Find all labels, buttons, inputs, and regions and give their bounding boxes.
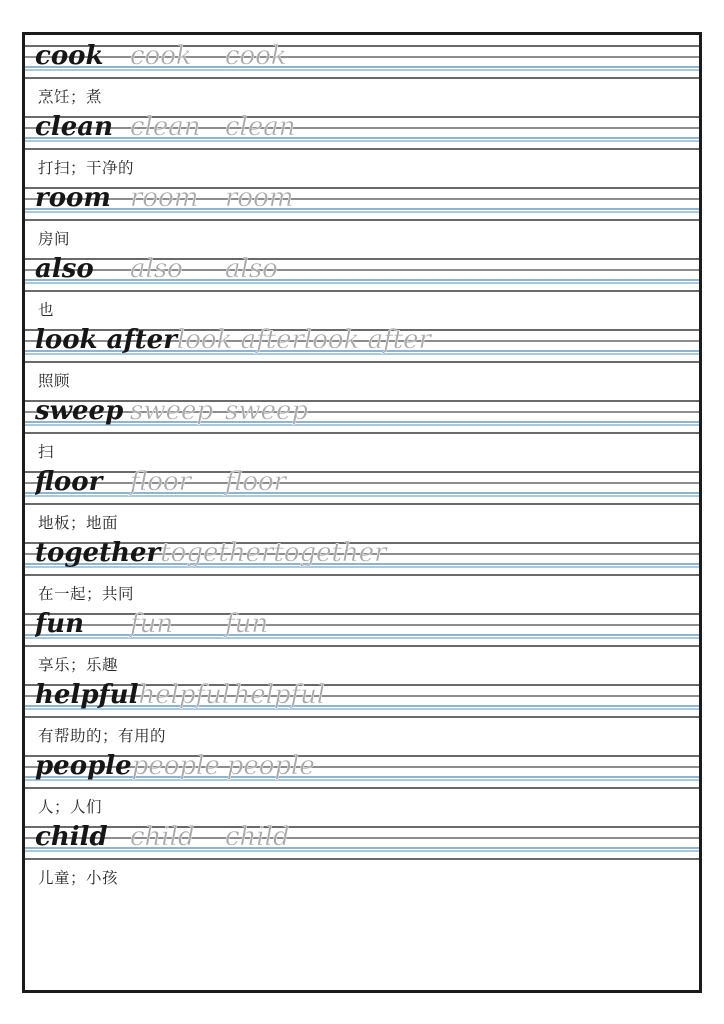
handwriting-guides: [25, 822, 699, 860]
word-trace-2: clean: [225, 112, 296, 142]
word-trace-2: people: [226, 751, 315, 781]
word-trace-1: cook: [130, 41, 192, 71]
word-trace-1: floor: [130, 467, 192, 497]
vocab-row-floor: [25, 467, 699, 542]
word-line: [35, 41, 693, 71]
word-trace-1: also: [130, 254, 183, 284]
guide-line-bottom: [25, 645, 699, 647]
word-meaning: 烹饪；煮: [38, 88, 103, 106]
word-meaning: 房间: [38, 230, 71, 248]
word-main: people: [35, 751, 132, 781]
word-main: look after: [35, 325, 177, 355]
vocab-row-sweep: [25, 396, 699, 471]
word-main: clean: [35, 112, 113, 142]
word-line: [35, 538, 693, 568]
word-trace-1: fun: [130, 609, 174, 639]
word-line: [35, 822, 693, 852]
word-trace-1: look after: [176, 325, 304, 355]
word-line: [35, 112, 693, 142]
vocab-row-helpful: [25, 680, 699, 755]
word-line: [35, 396, 693, 426]
word-meaning: 人；人们: [38, 798, 103, 816]
handwriting-guides: [25, 751, 699, 789]
word-main: floor: [35, 467, 103, 497]
handwriting-guides: [25, 325, 699, 363]
word-trace-2: fun: [225, 609, 269, 639]
handwriting-guides: [25, 41, 699, 79]
word-meaning: 打扫；干净的: [38, 159, 135, 177]
word-meaning: 照顾: [38, 372, 71, 390]
handwriting-guides: [25, 680, 699, 718]
word-meaning: 地板；地面: [38, 514, 119, 532]
word-trace-1: helpful: [138, 680, 231, 710]
handwriting-guides: [25, 254, 699, 292]
guide-line-bottom: [25, 858, 699, 860]
handwriting-guides: [25, 112, 699, 150]
word-trace-1: people: [131, 751, 220, 781]
word-line: [35, 467, 693, 497]
handwriting-guides: [25, 467, 699, 505]
word-main: helpful: [35, 680, 139, 710]
word-trace-2: cook: [225, 41, 287, 71]
word-meaning: 享乐；乐趣: [38, 656, 119, 674]
word-trace-2: also: [225, 254, 278, 284]
word-meaning: 扫: [38, 443, 55, 461]
word-meaning: 儿童；小孩: [38, 869, 119, 887]
guide-line-bottom: [25, 219, 699, 221]
word-meaning: 有帮助的；有用的: [38, 727, 167, 745]
word-trace-2: sweep: [225, 396, 309, 426]
handwriting-guides: [25, 183, 699, 221]
word-trace-2: room: [225, 183, 294, 213]
word-main: child: [35, 822, 108, 852]
word-trace-2: helpful: [233, 680, 326, 710]
word-main: room: [35, 183, 111, 213]
word-meaning: 在一起；共同: [38, 585, 135, 603]
word-trace-2: child: [225, 822, 290, 852]
word-main: cook: [35, 41, 104, 71]
vocab-row-together: [25, 538, 699, 613]
handwriting-guides: [25, 396, 699, 434]
word-line: [35, 609, 693, 639]
vocab-row-child: [25, 822, 699, 990]
word-trace-1: sweep: [130, 396, 214, 426]
word-trace-1: room: [130, 183, 199, 213]
word-line: [35, 680, 693, 710]
vocab-row-look-after: [25, 325, 699, 400]
guide-line-bottom: [25, 787, 699, 789]
guide-line-bottom: [25, 716, 699, 718]
word-line: [35, 751, 693, 781]
guide-line-bottom: [25, 77, 699, 79]
word-trace-2: floor: [225, 467, 287, 497]
word-trace-1: child: [130, 822, 195, 852]
guide-line-bottom: [25, 290, 699, 292]
handwriting-guides: [25, 609, 699, 647]
word-main: together: [35, 538, 161, 568]
word-meaning: 也: [38, 301, 55, 319]
word-main: fun: [35, 609, 84, 639]
handwriting-guides: [25, 538, 699, 576]
vocab-row-also: [25, 254, 699, 329]
vocab-row-people: [25, 751, 699, 826]
vocab-row-room: [25, 183, 699, 258]
guide-line-bottom: [25, 432, 699, 434]
vocab-row-cook: [25, 41, 699, 116]
worksheet-page: [22, 32, 702, 993]
guide-line-bottom: [25, 503, 699, 505]
guide-line-bottom: [25, 361, 699, 363]
guide-line-bottom: [25, 574, 699, 576]
vocab-row-fun: [25, 609, 699, 684]
word-line: [35, 183, 693, 213]
word-trace-2: look after: [303, 325, 431, 355]
word-trace-1: together: [160, 538, 274, 568]
word-line: [35, 254, 693, 284]
guide-line-bottom: [25, 148, 699, 150]
word-trace-2: together: [273, 538, 387, 568]
vocab-row-clean: [25, 112, 699, 187]
word-trace-1: clean: [130, 112, 201, 142]
word-main: also: [35, 254, 94, 284]
word-main: sweep: [35, 396, 124, 426]
word-line: [35, 325, 693, 355]
